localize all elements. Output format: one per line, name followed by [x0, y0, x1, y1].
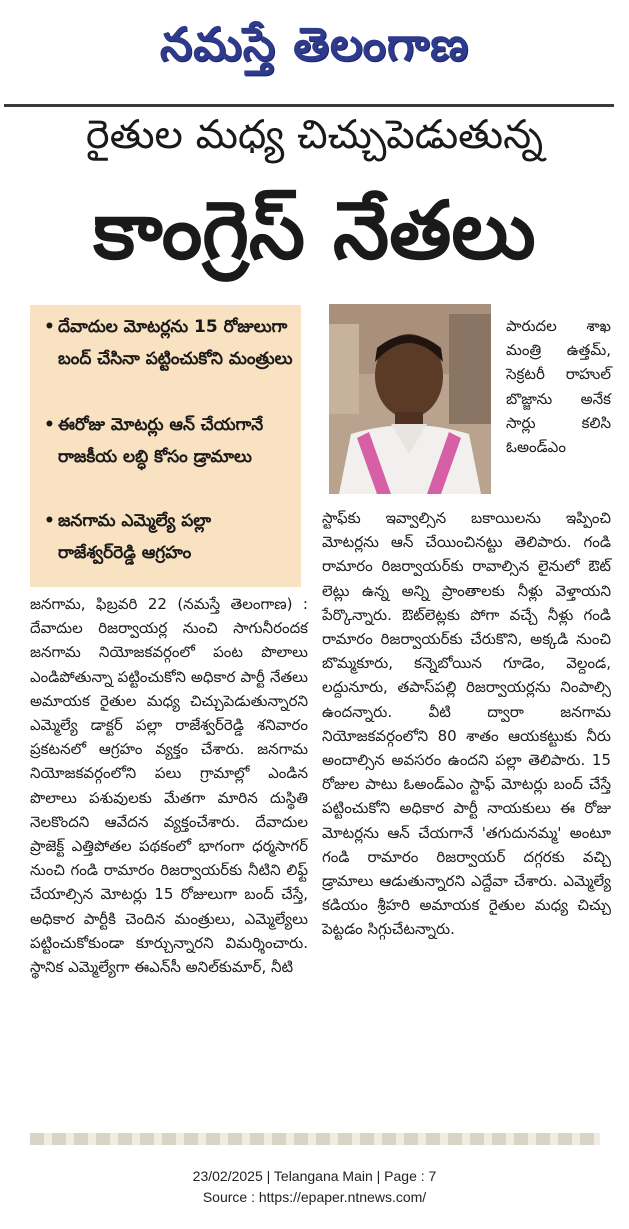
masthead-divider — [4, 104, 614, 107]
footer-edition: 23/02/2025 | Telangana Main | Page : 7 — [192, 1168, 437, 1184]
highlights-box — [30, 305, 301, 587]
highlight-item: • దేవాదుల మోటర్లను 15 రోజులుగా బంద్ చేసినా పట్టించుకోని మంత్రులు — [44, 311, 294, 375]
highlight-item: • ఈరోజు మోటర్లు ఆన్ చేయగానే రాజకీయ లబ్ధి కోసం డ్రామాలు — [44, 409, 294, 473]
article-right-top-column: పారుదల శాఖ మంత్రి ఉత్తమ్, సెక్రటరీ రాహుల్ బొజ్జాను అనేక సార్లు కలిసి ఓఅండ్‌ఎం — [506, 317, 611, 457]
portrait-image — [329, 304, 491, 494]
headline-main: కాంగ్రెస్ నేతలు — [93, 184, 536, 277]
article-right-column: స్టాఫ్‌కు ఇవ్వాల్సిన బకాయిలను ఇప్పించి మోటర్లను ఆన్ చేయించినట్టు తెలిపారు. గండి రామారం రిజర్వాయర్‌కు రావాల్సిన లైనులో ఔట్ లెట్లు ఉన్న అన్ని ప్రాంతాలకు నీళ్లు వెళ్తాయని పేర్కొన్నారు. ఔట్‌లెట్లకు పోగా వచ్చే నీళ్లు గండి రామారం రిజర్వాయర్‌కు చేరుకొని, అక్కడి నుంచి బొమ్మకూరు, కన్నెబోయిన గూడెం, వెల్దండ, లద్దునూరు, తపాస్‌పల్లి రిజర్వాయర్లను నింపాల్సి ఉందన్నారు. వీటి ద్వారా జనగామ నియోజకవర్గంలోని 80 శాతం ఆయకట్టుకు నీరు అందాల్సిన అవసరం ఉందని పల్లా తెలిపారు. 15 రోజుల పాటు ఓఅండ్‌ఎం స్టాఫ్ మోటర్లు బంద్ చేస్తే పట్టించుకోని అధికార పార్టీ నాయకులు ఈ రోజు మోటర్లను ఆన్ చేయగానే 'తగుదునమ్మ' అంటూ గండి రామారం రిజర్వాయర్ దగ్గరకు వచ్చి డ్రామాలు ఆడుతున్నారని ఎద్దేవా చేశారు. ఎమ్మెల్యే కడియం శ్రీహరి అమాయక రైతుల మధ్య చిచ్చు పెట్టడం సిగ్గుచేటన్నారు. — [322, 509, 611, 939]
masthead-title: నమస్తే తెలంగాణ — [159, 17, 470, 71]
masthead — [0, 0, 629, 100]
next-article-strip — [30, 1133, 600, 1145]
highlight-item: • జనగామ ఎమ్మెల్యే పల్లా రాజేశ్వర్‌రెడ్డి ఆగ్రహం — [44, 505, 294, 569]
headline-kicker: రైతుల మధ్య చిచ్చుపెడుతున్న — [85, 112, 544, 158]
mla-photo — [329, 304, 491, 494]
bullet-icon: • — [44, 317, 55, 337]
article-left-column: జనగామ, ఫిబ్రవరి 22 (నమస్తే తెలంగాణ) : దేవాదుల రిజర్వాయర్ల నుంచి సాగునీరందక జనగామ నియోజకవర్గంలో పంట పొలాలు ఎండిపోతున్నా పట్టించుకోని అధికార పార్టీ నేతలు అమాయక రైతుల మధ్య చిచ్చుపెడుతున్నారని ఎమ్మెల్యే డాక్టర్ పల్లా రాజేశ్వర్‌రెడ్డి శనివారం ప్రకటనలో ఆగ్రహం వ్యక్తం చేశారు. జనగామ నియోజకవర్గంలోని పలు గ్రామాల్లో ఎండిన పొలాలు పశువులకు మేతగా మారిన దుస్థితి నెలకొందని ఆవేదన వ్యక్తంచేశారు. దేవాదుల ప్రాజెక్ట్ ఎత్తిపోతల పథకంలో భాగంగా ధర్మసాగర్ నుంచి గండి రామారం రిజర్వాయర్‌కు నీటిని లిఫ్ట్ చేయాల్సిన మోటర్లు 15 రోజులుగా బంద్ చేస్తే, అధికార పార్టీకి చెందిన మంత్రులు, ఎమ్మెల్యేలు పట్టించుకోకుండా కూర్చున్నారని విమర్శించారు. స్థానిక ఎమ్మెల్యేగా ఈఎన్‌సీ అనిల్‌కుమార్, నీటి — [30, 595, 308, 977]
footer-source[interactable]: Source : https://epaper.ntnews.com/ — [202, 1189, 427, 1205]
bullet-icon: • — [44, 511, 55, 531]
bullet-icon: • — [44, 415, 55, 435]
